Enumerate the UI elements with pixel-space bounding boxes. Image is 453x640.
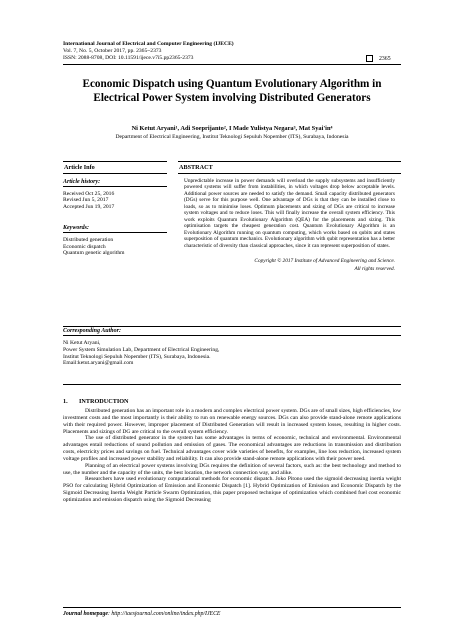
corresponding-line: Power System Simulation Lab, Department of Electrical Engineering, <box>63 346 220 353</box>
article-info <box>63 161 167 257</box>
paragraph: Planning of an electrical power systems involving DGs requires the definition of several factors, such as: the best technology and method to use, the number and the capacity of the units, the best location, the network connection way, and alike. <box>63 462 401 476</box>
history-heading: Article history: <box>63 179 167 187</box>
square-icon <box>366 55 373 62</box>
corresponding-line: Institut Teknologi Sepuluh Nopember (ITS), Surabaya, Indonesia. <box>63 353 211 360</box>
history-list <box>63 191 167 211</box>
copyright-line: Copyright © 2017 Institute of Advanced Engineering and Science. <box>254 257 395 264</box>
section-number: 1. <box>63 398 68 405</box>
journal-volume: Vol. 7, No. 5, October 2017, pp. 2365~2373 <box>63 48 162 55</box>
corresponding-author <box>63 328 401 367</box>
homepage-label: Journal homepage <box>63 611 108 617</box>
section-rule <box>63 384 401 385</box>
author-list: Ni Ketut Aryani¹, Adi Soeprijanto², I Made Yulistya Negara³, Mat Syai'in⁴ <box>131 125 333 132</box>
page-number-group <box>366 55 391 62</box>
keyword-item: Distributed generation <box>63 236 114 243</box>
corresponding-line: Ni Ketut Aryani, <box>63 340 101 346</box>
history-item: Received Oct 25, 2016 <box>63 190 115 197</box>
journal-issn: ISSN: 2088-8708, DOI: 10.11591/ijece.v7i5.pp2365-2373 <box>63 55 194 62</box>
corresponding-email: Email:ketut.aryani@gmail.com <box>63 360 134 367</box>
journal-header <box>63 41 403 63</box>
paragraph: Researchers have used evolutionary computational methods for economic dispatch. Joko Pitono used the sigmoid decreasing inertia weight PSO for calculating Hybrid Optimization of Emission and Economic Dispatch [1]. Hybrid Optimization of Emission and Economic Dispatch by the Sigmoid Decreasing Inertia Weight Particle Swarm Optimization, this paper proposed technique of optimization which combined fuel cost economic optimization and emission dispatch using the Sigmoid Decreasing <box>63 476 401 503</box>
rights-line: All rights reserved. <box>354 266 395 273</box>
abstract-heading: ABSTRACT <box>178 161 401 174</box>
section-title: INTRODUCTION <box>79 398 129 405</box>
keywords-list <box>63 237 167 257</box>
introduction-section <box>63 398 401 504</box>
footer-rule <box>63 607 401 608</box>
affiliation: Department of Electrical Engineering, Institut Teknologi Sepuluh Nopember (ITS), Surabaya, Indonesia <box>115 134 349 140</box>
page-number: 2365 <box>379 55 391 62</box>
keyword-item: Economic dispatch <box>63 243 106 250</box>
homepage-url[interactable]: : http://iaesjournal.com/online/index.php/IJECE <box>107 611 221 617</box>
corresponding-heading: Corresponding Author: <box>63 328 401 336</box>
paragraph: The use of distributed generator in the system has some advantages in terms of economic, technical and environmental. Environmental advantages entail reductions of sound pollution and emission of gases. The economical advantages are reductions in transmission and distribution costs, electricity prices and savings on fuel. Technical advantages cover wide varieties of benefits, for examples, line loss reduction, increased system voltage profiles and increased power stability and reliability. It can also provide stand-alone remote applications with their power need. <box>63 435 401 462</box>
history-item: Revised Jun 5, 2017 <box>63 197 109 204</box>
corresponding-rule <box>63 326 401 327</box>
journal-name: International Journal of Electrical and Computer Engineering (IJECE) <box>63 41 234 47</box>
abstract-text: Unpredictable increase in power demands will overload the supply subsystems and insufficiently powered systems will suffer from instabilities, in which voltages drop below acceptable levels. Additional power sources are needed to satisfy the demand. Small capacity distributed generators (DGs) serve for this purpose well. One advantage of DGs is that they can be installed close to loads, so as to minimise loses. Optimum placements and sizing of DGs are critical to increase system voltages and to reduce loses. This will finally increase the overall system efficiency. This work exploits Quantum Evolutionary Algorithm (QEA) for the placements and sizing. This optimisation targets the cheapest generation cost. Quantum Evolutionary Algorithm is an Evolutionary Algorithm running on quantum computing, which works based on qubits and states superposition of quantum mechanics. Evolutionary algorithm with qubit representation has a better characteristic of diversity than classical approaches, since it can represent superposition of states. <box>184 177 395 249</box>
paper-title: Economic Dispatch using Quantum Evolutionary Algorithm in Electrical Power System involving Distributed Generators <box>82 78 382 104</box>
history-item: Accepted Jun 19, 2017 <box>63 204 115 211</box>
introduction-heading <box>63 398 401 405</box>
keyword-item: Quantum genetic algorithm <box>63 250 125 257</box>
abstract <box>178 161 401 273</box>
header-rule <box>63 64 401 65</box>
keywords-heading: Keywords: <box>63 225 167 233</box>
article-info-heading: Article Info <box>63 161 167 174</box>
corresponding-details <box>63 340 401 367</box>
paragraph: Distributed generation has an important role in a modern and complex electrical power system. DGs are of small sizes, high efficiencies, low investment costs and the most importantly is their ability to run on renewable energy sources. DGs can also provide stand-alone remote applications with their required power. However, improper placement of Distributed Generation will result in increased system losses, resulting in higher costs. Placements and sizings of DG are critical to the overall system efficiency. <box>63 408 401 435</box>
journal-homepage <box>63 611 220 617</box>
